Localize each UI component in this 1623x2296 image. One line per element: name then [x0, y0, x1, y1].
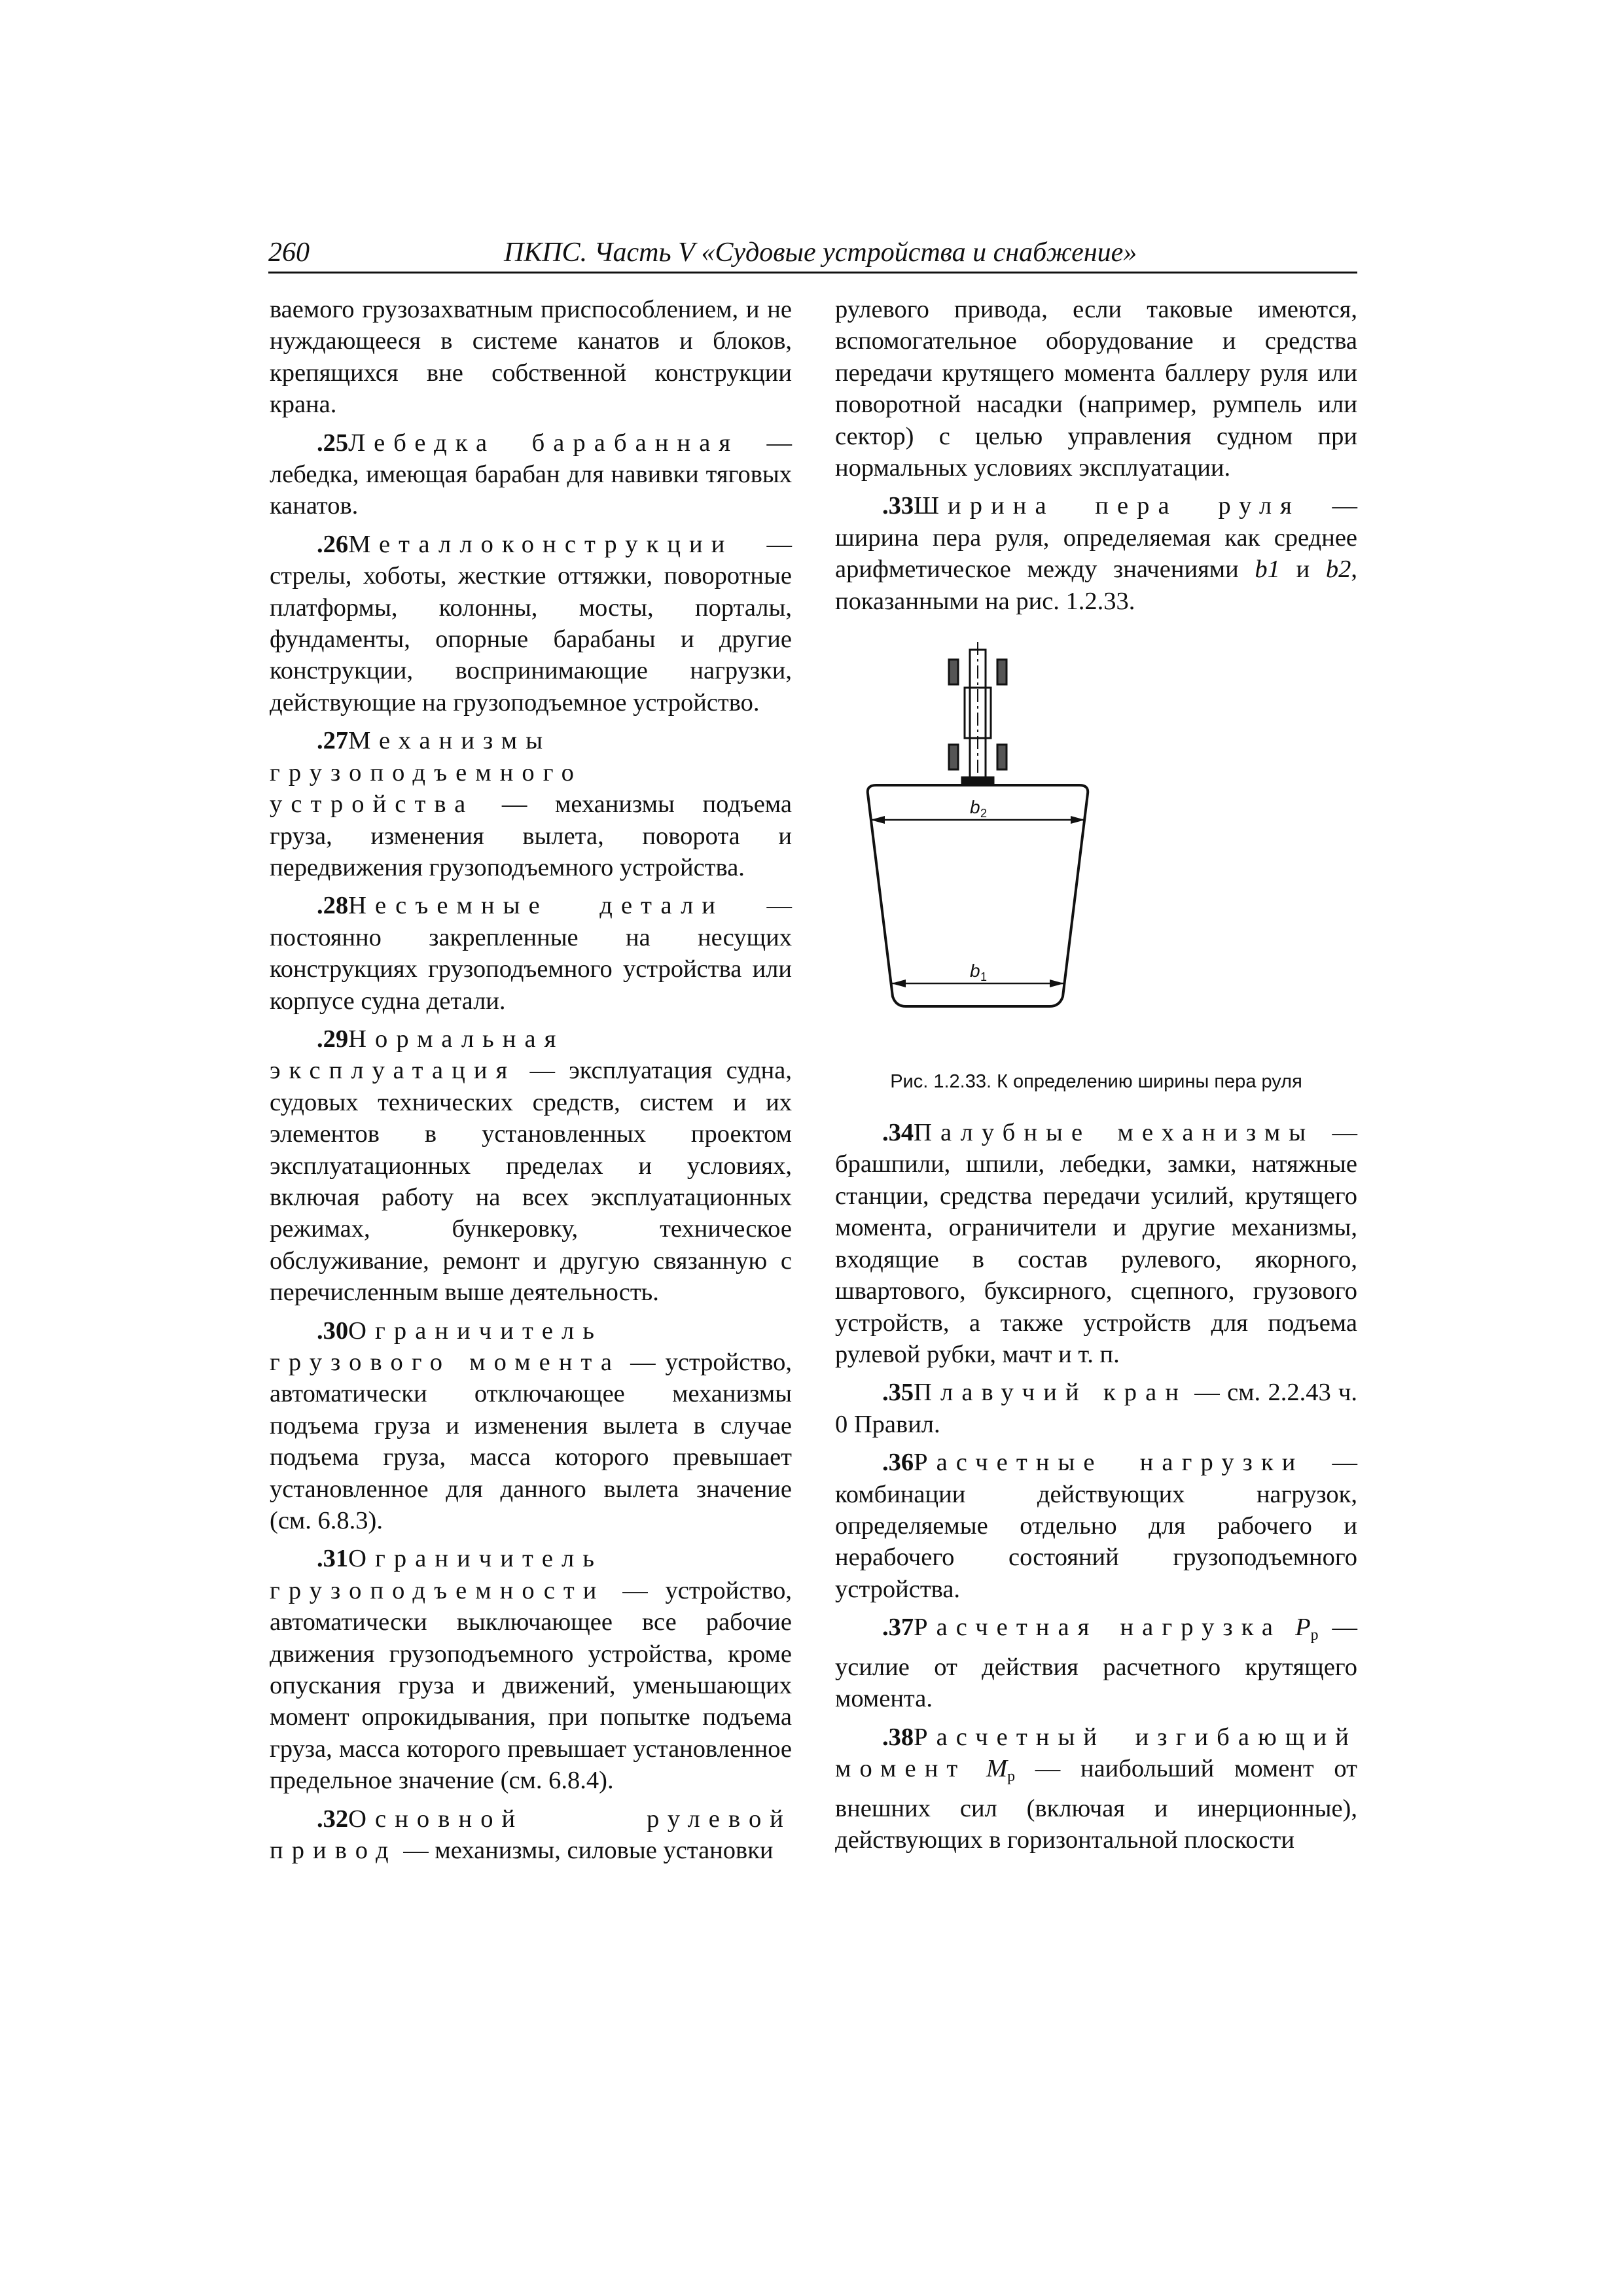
header-rule: [268, 272, 1357, 274]
paragraph-continuation: ваемого грузозахватным приспособлением, и не нуждающееся в системе канатов и блоков, крепящихся вне собственной конструкции крана.: [270, 296, 792, 419]
definition-36: [835, 1447, 1357, 1605]
symbol-P: P: [1295, 1614, 1311, 1642]
definition-27: [270, 725, 792, 883]
term: Ограничитель грузового момента: [270, 1316, 621, 1376]
item-number: .33: [882, 492, 914, 520]
right-column: [835, 294, 1357, 1862]
label-b2-subscript: 2: [980, 807, 988, 821]
bearing-lower-left: [949, 745, 958, 769]
definition-30: [270, 1315, 792, 1537]
rudder-diagram: [847, 630, 1344, 1062]
item-number: .27: [317, 727, 349, 755]
item-number: .28: [317, 892, 349, 920]
term: Ограничитель грузоподъемности: [270, 1545, 605, 1604]
term: Нормальная эксплуатация: [270, 1025, 565, 1085]
term: Механизмы грузоподъемного устройства: [270, 727, 582, 819]
bearing-lower-right: [997, 745, 1007, 769]
term: Лебедка барабанная: [348, 429, 740, 457]
term: Расчетная нагрузка: [914, 1614, 1282, 1642]
term: Основной рулевой привод: [270, 1805, 792, 1865]
item-number: .37: [882, 1614, 914, 1642]
symbol-M: M: [986, 1754, 1008, 1782]
left-column: [270, 294, 792, 1873]
label-b1-subscript: 1: [980, 970, 988, 984]
definition-text: и: [1279, 556, 1326, 584]
definition-text: — эксплуатация судна, судовых технических средств, систем и их элементов в установленных проектом эксплуатационных пределах и условиях, включая работу на всех эксплуатационных режимах, бункеровку, техническое обслуживание, ремонт и другую связанную с перечисленным выше деятельность.: [270, 1057, 792, 1307]
definition-text: — усилие от действия расчетного крутящего момента.: [835, 1614, 1358, 1713]
term: Плавучий кран: [914, 1379, 1188, 1407]
item-number: .32: [317, 1805, 349, 1833]
bearing-upper-right: [997, 660, 1007, 684]
definition-text: — устройство, автоматически отключающее механизмы подъема груза и изменения вылета в случае подъема груза, масса которого превышает установленное для данного вылета значение (см. 6.8.3).: [270, 1349, 792, 1535]
definition-26: [270, 529, 792, 718]
definition-text: — см. 2.2.43 ч. 0 Правил.: [835, 1379, 1357, 1438]
definition-text: — устройство, автоматически выключающее все рабочие движения грузоподъемного устройства, кроме опускания груза и движений, уменьшающих момент опрокидывания, при попытке подъема груза, масса которого превышает установленное предельное значение (см. 6.8.4).: [270, 1576, 792, 1795]
label-b2: b: [970, 797, 980, 818]
definition-29: [270, 1023, 792, 1309]
variable-b2: b2: [1325, 556, 1351, 584]
term: Металлоконструкции: [348, 530, 734, 558]
item-number: .34: [882, 1119, 914, 1147]
definition-34: [835, 1117, 1357, 1370]
definition-38: [835, 1722, 1357, 1856]
symbol-subscript: р: [1007, 1768, 1016, 1786]
definition-25: [270, 427, 792, 522]
term: Палубные механизмы: [914, 1119, 1315, 1147]
definition-text: — механизмы, силовые установки: [397, 1837, 774, 1865]
definition-31: [270, 1543, 792, 1796]
item-number: .26: [317, 530, 349, 558]
term: Расчетный изгибающий момент: [835, 1723, 1357, 1782]
term: Расчетные нагрузки: [914, 1449, 1304, 1477]
symbol-subscript: р: [1310, 1627, 1319, 1644]
figure-rudder-blade: [835, 630, 1357, 1062]
definition-text: — ширина пера руля, определяемая как среднее арифметическое между значениями: [835, 492, 1357, 584]
definition-28: [270, 890, 792, 1017]
variable-b1: b1: [1255, 556, 1280, 584]
definition-text: — механизмы подъема груза, изменения вылета, поворота и передвижения грузоподъемного устройства.: [270, 790, 792, 881]
definition-text: , показанными на рис. 1.2.33.: [835, 556, 1357, 615]
definition-text: — брашпили, шпили, лебедки, замки, натяжные станции, средства передачи усилий, крутящего момента, ограничители и другие механизмы, входящие в состав рулевого, якорного, швартового, буксирного, сцепного, грузового устройств, а также устройств для подъема рулевой рубки, мачт и т. п.: [835, 1119, 1358, 1368]
item-number: .38: [882, 1723, 914, 1751]
running-header: ПКПС. Часть V «Судовые устройства и снабжение»: [504, 238, 1137, 268]
definition-text: — наибольший момент от внешних сил (включая и инерционные), действующих в горизонтальной плоскости: [835, 1754, 1357, 1854]
item-number: .25: [317, 429, 349, 457]
definition-text: — комбинации действующих нагрузок, определяемые отдельно для рабочего и нерабочего состояний грузоподъемного устройства.: [835, 1449, 1358, 1603]
term: Несъемные детали: [348, 892, 724, 920]
bearing-upper-left: [949, 660, 958, 684]
definition-text: — лебедка, имеющая барабан для навивки тяговых канатов.: [270, 429, 792, 520]
definition-32: [270, 1803, 792, 1867]
definition-text: — стрелы, хоботы, жесткие оттяжки, поворотные платформы, колонны, мосты, порталы, фундаменты, опорные барабаны и другие конструкции, воспринимающие нагрузки, действующие на грузоподъемное устройство.: [270, 530, 792, 716]
item-number: .30: [317, 1316, 349, 1345]
definition-35: [835, 1377, 1357, 1440]
figure-caption: Рис. 1.2.33. К определению ширины пера руля: [890, 1071, 1302, 1093]
item-number: .29: [317, 1025, 349, 1053]
definition-33: [835, 490, 1357, 617]
term: Ширина пера руля: [914, 492, 1300, 520]
item-number: .31: [317, 1545, 349, 1573]
page-number: 260: [268, 238, 310, 268]
item-number: .35: [882, 1379, 914, 1407]
label-b1: b: [970, 961, 980, 981]
definition-37: [835, 1612, 1357, 1714]
definition-text: — постоянно закрепленные на несущих конструкциях грузоподъемного устройства или корпусе судна детали.: [270, 892, 793, 1015]
item-number: .36: [882, 1449, 914, 1477]
paragraph-continuation: рулевого привода, если таковые имеются, вспомогательное оборудование и средства передачи крутящего момента баллеру руля или поворотной насадки (например, румпель или сектор) с целью управления судном при нормальных условиях эксплуатации.: [835, 296, 1357, 482]
